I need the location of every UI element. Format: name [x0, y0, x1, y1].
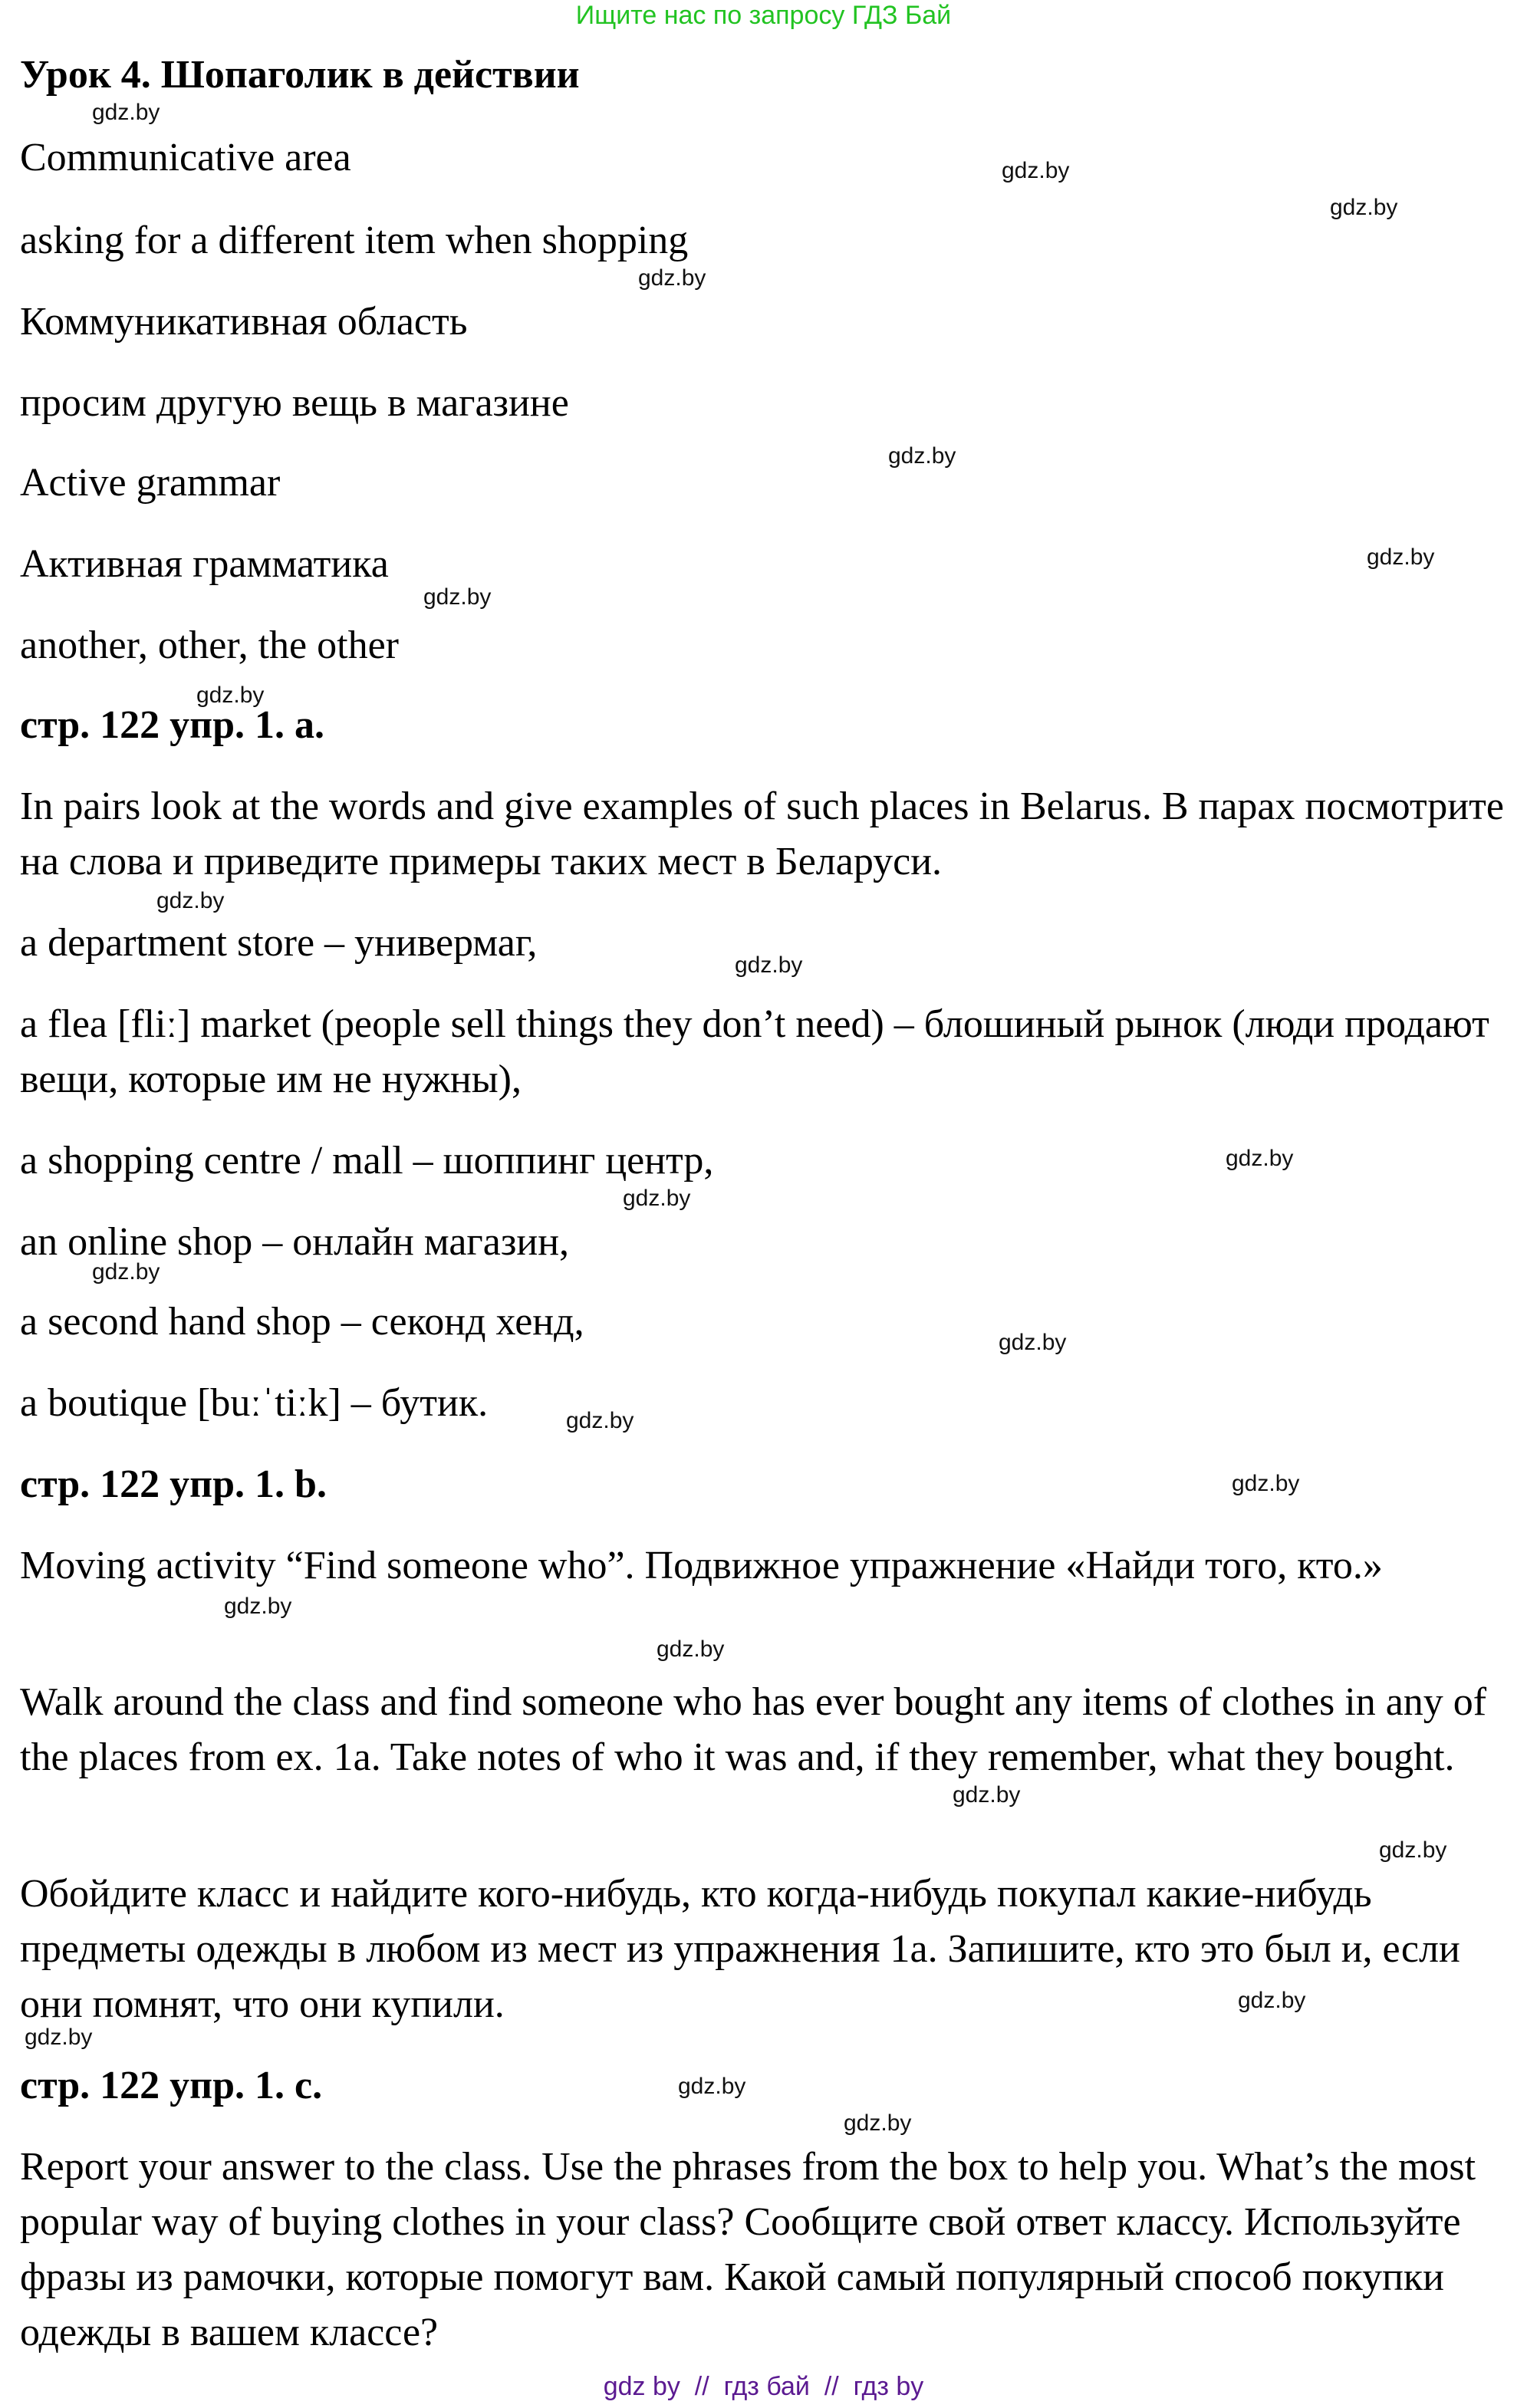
watermark: gdz.by [953, 1782, 1021, 1808]
paragraph: In pairs look at the words and give examples of such places in Belarus. В парах посмотрите на слова и приведите примеры таких мест в Беларуси. [20, 785, 1504, 883]
paragraph: Walk around the class and find someone who has ever bought any items of clothes in any of the places from ex. 1a. Take notes of who it was and, if they remember, what they bought. [20, 1680, 1487, 1779]
watermark: gdz.by [1330, 195, 1398, 220]
lesson-title: Урок 4. Шопаголик в действии [20, 53, 580, 97]
list-item: an online shop – онлайн магазин, [20, 1220, 570, 1264]
watermark: gdz.by [423, 584, 492, 610]
list-item: a shopping centre / mall – шоппинг центр, [20, 1139, 714, 1183]
section-label: Active grammar [20, 461, 281, 505]
watermark: gdz.by [888, 443, 956, 469]
watermark: gdz.by [1379, 1837, 1447, 1863]
watermark: gdz.by [735, 952, 803, 978]
list-item: a flea [fliː] market (people sell things they don’t need) – блошиный рынок (люди продают вещи, которые им не нужны), [20, 1002, 1489, 1101]
watermark: gdz.by [1238, 1988, 1306, 2013]
paragraph: another, other, the other [20, 623, 399, 667]
watermark: gdz.by [1002, 158, 1070, 183]
watermark: gdz.by [566, 1408, 634, 1433]
list-item: a second hand shop – секонд хенд, [20, 1300, 584, 1344]
list-item: a boutique [buːˈtiːk] – бутик. [20, 1381, 489, 1425]
exercise-heading: стр. 122 упр. 1. a. [20, 703, 325, 747]
footer-watermark: gdz by // гдз бай // гдз by [603, 2372, 924, 2401]
watermark: gdz.by [657, 1637, 725, 1662]
section-label: Communicative area [20, 136, 351, 179]
paragraph: Обойдите класс и найдите кого-нибудь, кто когда-нибудь покупал какие-нибудь предметы одежды в любом из мест из упражнения 1a. Запишите, кто это был и, если они помнят, что они купили. [20, 1872, 1460, 2026]
section-label: Коммуникативная область [20, 300, 468, 344]
watermark: gdz.by [623, 1186, 691, 1211]
exercise-heading: стр. 122 упр. 1. b. [20, 1462, 327, 1506]
section-label: Активная грамматика [20, 542, 389, 586]
watermark: gdz.by [999, 1330, 1067, 1355]
paragraph: asking for a different item when shopping [20, 219, 689, 262]
paragraph: Moving activity “Find someone who”. Подвижное упражнение «Найди того, кто.» [20, 1544, 1383, 1587]
watermark: gdz.by [156, 888, 225, 913]
watermark: gdz.by [844, 2110, 912, 2136]
watermark: gdz.by [25, 2025, 93, 2050]
watermark: gdz.by [638, 265, 706, 291]
paragraph: просим другую вещь в магазине [20, 381, 569, 425]
watermark: gdz.by [1226, 1146, 1294, 1171]
exercise-heading: стр. 122 упр. 1. c. [20, 2064, 323, 2107]
watermark: gdz.by [92, 100, 160, 125]
list-item: a department store – универмаг, [20, 921, 538, 965]
watermark: gdz.by [678, 2074, 746, 2099]
watermark: gdz.by [92, 1259, 160, 1285]
watermark: gdz.by [1367, 544, 1435, 570]
watermark: gdz.by [196, 683, 265, 708]
watermark: gdz.by [224, 1594, 292, 1619]
paragraph: Report your answer to the class. Use the phrases from the box to help you. What’s the most popular way of buying clothes in your class? Сообщите свой ответ классу. Используйте фразы из рамочки, которые помогут вам. Какой самый популярный способ покупки одежды в вашем классе? [20, 2145, 1476, 2354]
watermark: gdz.by [1232, 1471, 1300, 1496]
search-banner: Ищите нас по запросу ГДЗ Бай [575, 1, 952, 30]
